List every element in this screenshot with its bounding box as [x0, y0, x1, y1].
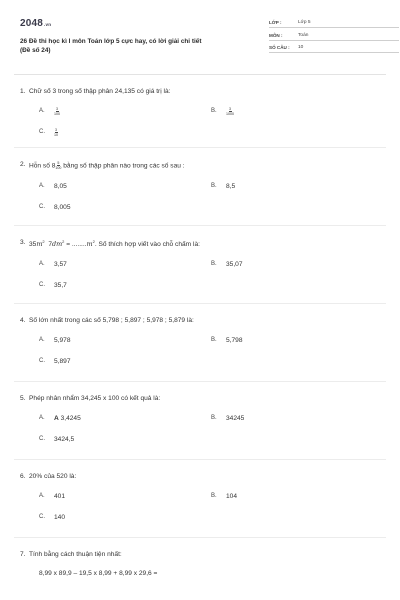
answer-options [39, 490, 386, 523]
meta-value: Lớp 5 [298, 20, 311, 25]
option-key: B. [211, 261, 217, 268]
option-b[interactable] [211, 334, 383, 346]
option-key: A. [39, 183, 45, 189]
option-a[interactable] [39, 490, 211, 502]
logo-text: 2048 [20, 18, 44, 29]
option-b[interactable] [211, 490, 383, 502]
question-number: 6. [20, 473, 26, 480]
document-title-line2: (Đề số 24) [20, 47, 51, 54]
equals-sign: = [64, 241, 72, 249]
option-key: C. [39, 204, 45, 210]
exponent: 2 [62, 239, 65, 244]
option-key: C. [39, 358, 45, 364]
option-key: B. [211, 493, 217, 499]
option-key: B. [211, 415, 217, 421]
question-text-before: Hỗn số 8 [29, 162, 56, 170]
question-text-after: bằng số thập phân nào trong các số sau : [61, 162, 185, 170]
option-value: 5,798 [226, 336, 243, 344]
question-number: 7. [20, 551, 26, 558]
option-value: 35,07 [226, 260, 243, 268]
answer-options [39, 258, 386, 291]
question-2 [14, 148, 386, 226]
question-text-after: . Số thích hợp viết vào chỗ chấm là: [94, 241, 200, 249]
answer-options [39, 180, 386, 213]
question-expression: 8,99 x 89,9 – 19,5 x 8,99 + 8,99 x 29,6 = [39, 570, 158, 577]
meta-key: MÔN : [269, 32, 283, 38]
document-title-line1: 26 Đề thi học kì I môn Toán lớp 5 cực hay, có lời giải chi tiết [20, 38, 202, 45]
option-key: A. [39, 337, 45, 343]
exponent: 2 [42, 239, 45, 244]
site-logo[interactable] [20, 18, 51, 29]
question-text: Chữ số 3 trong số thập phân 24,135 có giá trị là: [29, 88, 171, 95]
option-a[interactable] [39, 180, 211, 192]
question-4 [14, 304, 386, 382]
option-b[interactable] [211, 105, 383, 117]
option-key: B. [211, 337, 217, 343]
option-key: C. [39, 129, 45, 135]
question-text: Tính bằng cách thuận tiện nhất: [29, 551, 122, 558]
question-7 [14, 538, 386, 600]
option-value: 34245 [226, 414, 245, 422]
meta-row-subject [269, 31, 399, 41]
option-key: C. [39, 282, 45, 289]
option-c[interactable] [39, 433, 211, 445]
meta-row-class [269, 18, 399, 28]
fraction-denominator: 10 [54, 132, 58, 137]
option-fraction [54, 128, 58, 137]
option-key: C. [39, 436, 45, 442]
option-a[interactable] [39, 105, 211, 117]
question-text [29, 161, 386, 170]
option-c[interactable] [39, 355, 211, 367]
option-fraction [226, 107, 234, 116]
option-c[interactable] [39, 126, 211, 138]
fraction-denominator: 100 [54, 111, 60, 116]
option-value: 8,5 [226, 182, 236, 190]
unit-dm: dm [51, 240, 63, 249]
option-value: 3424,5 [54, 435, 75, 443]
option-value: 3,57 [54, 260, 67, 268]
option-fraction [54, 107, 60, 116]
question-number: 2. [20, 161, 26, 168]
option-b[interactable] [211, 412, 383, 424]
option-c[interactable] [39, 201, 211, 213]
option-key: A. [39, 108, 45, 114]
question-number: 4. [20, 317, 26, 324]
question-text: 20% của 520 là: [29, 473, 77, 480]
meta-value: Toán [298, 32, 309, 38]
unit-m: m [36, 240, 43, 249]
meta-value: 10 [298, 45, 304, 50]
option-key: A. [39, 261, 45, 268]
question-text: Phép nhân nhẩm 34,245 x 100 có kết quả là: [29, 395, 161, 402]
answer-options [39, 334, 386, 367]
option-value: 104 [226, 492, 238, 500]
question-number: 3. [20, 239, 26, 246]
option-value-text: 3,4245 [58, 414, 81, 422]
option-value-bold: A [54, 414, 59, 422]
question-5 [14, 382, 386, 460]
option-value: 401 [54, 492, 66, 500]
option-a[interactable] [39, 334, 211, 346]
fraction-numerator: 3 [56, 106, 58, 111]
option-a[interactable] [39, 258, 211, 270]
option-a[interactable] [39, 412, 211, 424]
unit-m: m [86, 240, 93, 249]
document-meta [269, 18, 399, 56]
fraction-numerator: 3 [55, 127, 57, 132]
meta-key: LỚP : [269, 20, 282, 25]
option-value: 8,005 [54, 203, 71, 211]
document-header [14, 6, 386, 68]
option-b[interactable] [211, 258, 383, 270]
meta-key: SỐ CÂU : [269, 45, 290, 50]
question-number: 1. [20, 88, 26, 95]
option-b[interactable] [211, 180, 383, 192]
option-value [54, 415, 81, 422]
exponent: 2 [92, 239, 95, 244]
fraction-denominator: 100 [55, 166, 62, 170]
option-value: 5,897 [54, 357, 71, 365]
fraction-numerator: 3 [229, 106, 231, 111]
question-number: 5. [20, 395, 26, 402]
option-c[interactable] [39, 511, 211, 523]
meta-row-count [269, 43, 399, 53]
option-c[interactable] [39, 279, 211, 291]
option-key: A. [39, 415, 45, 421]
option-value: 8,05 [54, 182, 67, 190]
question-text: Số lớn nhất trong các số 5,798 ; 5,897 ; 5,978 ; 5,879 là: [29, 317, 194, 324]
expression-value: 7 [48, 241, 52, 249]
answer-options [39, 412, 386, 445]
option-value: 35,7 [54, 281, 67, 289]
option-key: B. [211, 108, 217, 114]
fraction-numerator: 5 [57, 161, 60, 165]
option-value: 5,978 [54, 336, 71, 344]
fraction-denominator: 1000 [226, 111, 234, 116]
question-1 [14, 75, 386, 148]
question-6 [14, 460, 386, 538]
answer-options [39, 105, 386, 138]
question-text [29, 239, 386, 248]
option-key: B. [211, 183, 217, 189]
document-title [20, 37, 260, 55]
answer-blank: ........ [71, 241, 87, 249]
option-value: 140 [54, 513, 66, 521]
logo-suffix: .vn [44, 22, 52, 27]
expression-value: 35 [29, 241, 37, 249]
option-key: C. [39, 514, 45, 520]
option-key: A. [39, 493, 45, 499]
question-3 [14, 226, 386, 304]
